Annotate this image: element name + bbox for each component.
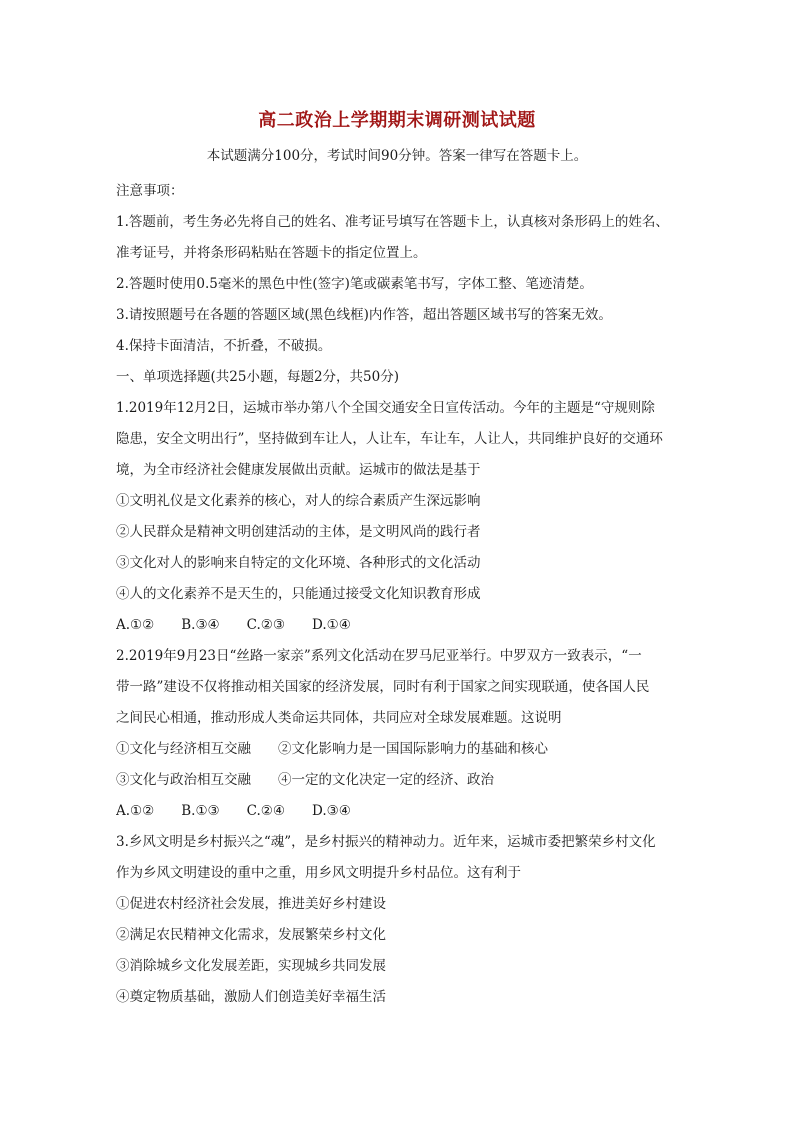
text-line: 2.2019年9月23日“丝路一家亲”系列文化活动在罗马尼亚举行。中罗双方一致表示，“一 — [116, 648, 642, 664]
text-line: ④人的文化素养不是天生的，只能通过接受文化知识教育形成 — [116, 586, 481, 602]
text-line: ②满足农民精神文化需求，发展繁荣乡村文化 — [116, 927, 386, 943]
text-line: 一、单项选择题(共25小题，每题2分，共50分) — [116, 369, 399, 385]
text-line: ③消除城乡文化发展差距，实现城乡共同发展 — [116, 958, 386, 974]
text-line: 1.答题前，考生务必先将自己的姓名、准考证号填写在答题卡上，认真核对条形码上的姓名、 — [116, 214, 669, 230]
text-line: 带一路”建设不仅将推动相关国家的经济发展，同时有利于国家之间实现联通，使各国人民 — [116, 679, 650, 695]
text-line: 3.请按照题号在各题的答题区域(黑色线框)内作答，超出答题区域书写的答案无效。 — [116, 307, 612, 323]
text-line: ④奠定物质基础，激励人们创造美好幸福生活 — [116, 989, 386, 1005]
text-line: ③文化对人的影响来自特定的文化环境、各种形式的文化活动 — [116, 555, 481, 571]
text-line: 境，为全市经济社会健康发展做出贡献。运城市的做法是基于 — [116, 462, 481, 478]
text-line: ③文化与政治相互交融 ④一定的文化决定一定的经济、政治 — [116, 772, 494, 788]
text-line: 之间民心相通，推动形成人类命运共同体，共同应对全球发展难题。这说明 — [116, 710, 562, 726]
text-line: 准考证号，并将条形码粘贴在答题卡的指定位置上。 — [116, 245, 427, 261]
exam-instructions-summary: 本试题满分100分，考试时间90分钟。答案一律写在答题卡上。 — [206, 148, 588, 164]
text-line: ①文明礼仪是文化素养的核心，对人的综合素质产生深远影响 — [116, 493, 481, 509]
text-line: 2.答题时使用0.5毫米的黑色中性(签字)笔或碳素笔书写，字体工整、笔迹清楚。 — [116, 276, 593, 292]
text-line: 作为乡风文明建设的重中之重，用乡风文明提升乡村品位。这有利于 — [116, 865, 521, 881]
text-line: 1.2019年12月2日，运城市举办第八个全国交通安全日宣传活动。今年的主题是“守规则除 — [116, 400, 655, 416]
text-line: A.①② B.①③ C.②④ D.③④ — [116, 803, 351, 819]
text-line: ①促进农村经济社会发展，推进美好乡村建设 — [116, 896, 386, 912]
document-body — [116, 176, 676, 1013]
text-line: 隐患，安全文明出行”，坚持做到车让人，人让车，车让车，人让人，共同维护良好的交通环 — [116, 431, 663, 447]
text-line: 注意事项： — [116, 183, 184, 199]
text-line: ①文化与经济相互交融 ②文化影响力是一国国际影响力的基础和核心 — [116, 741, 548, 757]
text-line: 3.乡风文明是乡村振兴之“魂”，是乡村振兴的精神动力。近年来，运城市委把繁荣乡村文化 — [116, 834, 656, 850]
text-line: 4.保持卡面清洁，不折叠，不破损。 — [116, 338, 332, 354]
text-line: ②人民群众是精神文明创建活动的主体，是文明风尚的践行者 — [116, 524, 481, 540]
page-title: 高二政治上学期期末调研测试试题 — [258, 110, 536, 131]
text-line: A.①② B.③④ C.②③ D.①④ — [116, 617, 351, 633]
